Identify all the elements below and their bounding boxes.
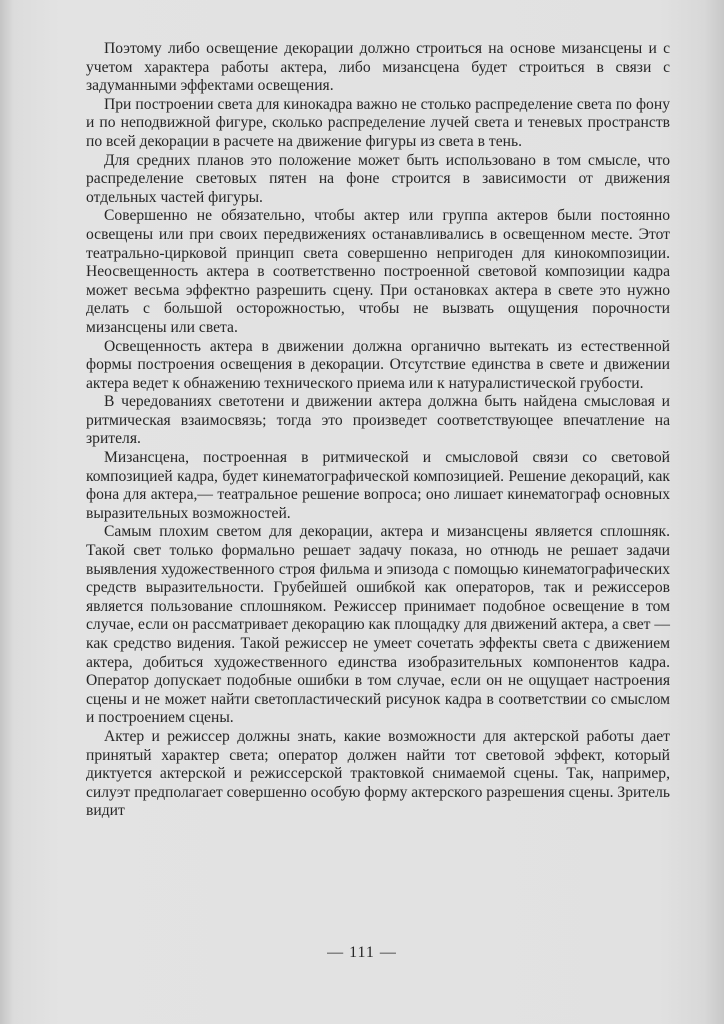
body-text xyxy=(86,40,670,821)
paragraph: Поэтому либо освещение декорации должно строиться на основе мизансцены и с учетом характера работы актера, либо мизансцена будет строиться в связи с задуманными эффектами освещения. xyxy=(86,40,670,95)
paragraph: Актер и режиссер должны знать, какие возможности для актерской работы дает принятый характер света; оператор должен найти тот световой эффект, который диктуется актерской и режиссерской трактовкой снимаемой сцены. Так, например, силуэт предполагает совершенно особую форму актерского разрешения сцены. Зритель видит xyxy=(86,727,670,820)
paragraph: Совершенно не обязательно, чтобы актер или группа актеров были постоянно освещены или при своих передвижениях останавливались в освещенном месте. Этот театрально-цирковой принцип света совершенно непригоден для кинокомпозиции. Неосвещенность актера в соответственно построенной световой композиции кадра может весьма эффектно разрешить сцену. При остановках актера в свете это нужно делать с большой осторожностью, чтобы не вызвать ощущения порочности мизансцены или света. xyxy=(86,207,670,336)
paragraph: При построении света для кинокадра важно не столько распределение света по фону и по неподвижной фигуре, сколько распределение лучей света и теневых пространств по всей декорации в расчете на движение фигуры из света в тень. xyxy=(86,95,670,150)
paragraph: Освещенность актера в движении должна органично вытекать из естественной формы построения освещения в декорации. Отсутствие единства в свете и движении актера ведет к обнажению технического приема или к натуралистической грубости. xyxy=(86,337,670,392)
paragraph: В чередованиях светотени и движении актера должна быть найдена смысловая и ритмическая взаимосвязь; тогда это произведет соответствующее впечатление на зрителя. xyxy=(86,393,670,448)
paragraph: Самым плохим светом для декорации, актера и мизансцены является сплошняк. Такой свет только формально решает задачу показа, но отнюдь не решает задачи выявления художественного строя фильма и эпизода с помощью кинематографических средств выразительности. Грубейшей ошибкой как операторов, так и режиссеров является пользование сплошняком. Режиссер принимает подобное освещение в том случае, если он рассматривает декорацию как площадку для движений актера, а свет — как средство видения. Такой режиссер не умеет сочетать эффекты света с движением актера, добиться художественного единства изобразительных компонентов кадра. Оператор допускает подобные ошибки в том случае, если он не ощущает настроения сцены и не может найти светопластический рисунок кадра в соответствии со смыслом и построением сцены. xyxy=(86,523,670,727)
page-number: — 111 — xyxy=(327,944,397,961)
paragraph: Мизансцена, построенная в ритмической и смысловой связи со световой композицией кадра, будет кинематографической композицией. Решение декораций, как фона для актера,— театральное решение вопроса; оно лишает кинематограф основных выразительных возможностей. xyxy=(86,449,670,522)
paragraph: Для средних планов это положение может быть использовано в том смысле, что распределение световых пятен на фоне строится в зависимости от движения отдельных частей фигуры. xyxy=(86,151,670,206)
